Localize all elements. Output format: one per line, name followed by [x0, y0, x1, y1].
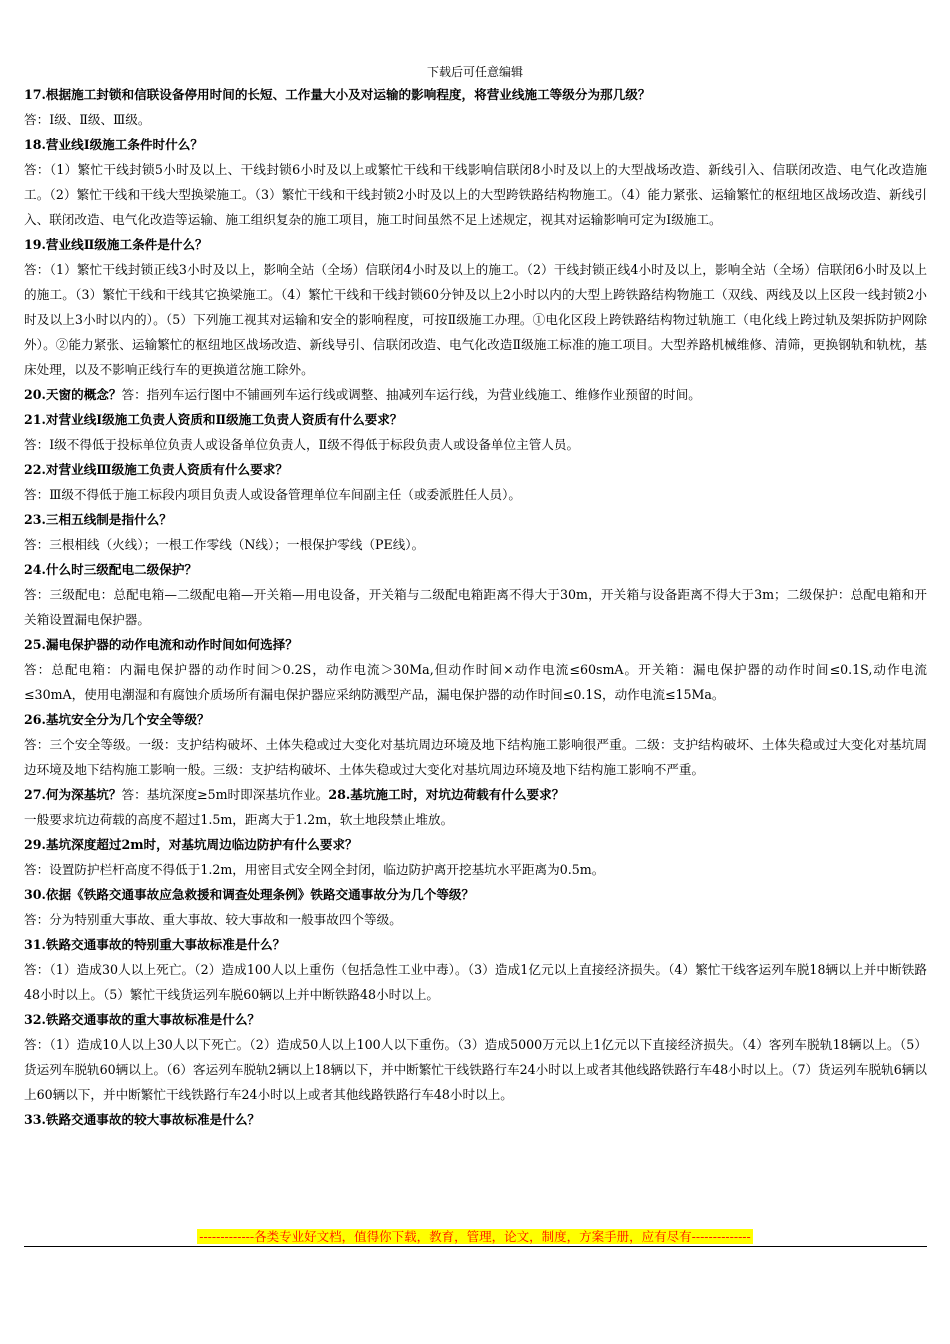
answer-27: 答：基坑深度≥5m时即深基坑作业。 — [121, 787, 329, 802]
answer-23: 答：三根相线（火线）；一根工作零线（N线）；一根保护零线（PE线）。 — [24, 537, 425, 552]
answer-24: 答：三级配电：总配电箱—二级配电箱—开关箱—用电设备，开关箱与二级配电箱距离不得大于30m，开关箱与设备距离不得大于3m；二级保护：总配电箱和开关箱设置漏电保护器。 — [24, 587, 927, 627]
question-20: 20.天窗的概念？ — [24, 387, 122, 402]
question-29: 29.基坑深度超过2m时，对基坑周边临边防护有什么要求？ — [24, 837, 358, 852]
answer-21: 答：Ⅰ级不得低于投标单位负责人或设备单位负责人，Ⅱ级不得低于标段负责人或设备单位主管人员。 — [24, 437, 580, 452]
question-19: 19.营业线Ⅱ级施工条件是什么？ — [24, 237, 208, 252]
answer-30: 答：分为特别重大事故、重大事故、较大事故和一般事故四个等级。 — [24, 912, 402, 927]
answer-31: 答：（1）造成30人以上死亡。（2）造成100人以上重伤（包括急性工业中毒）。（3）造成1亿元以上直接经济损失。（4）繁忙干线客运列车脱18辆以上并中断铁路48小时以上。（5）繁忙干线货运列车脱60辆以上并中断铁路48小时以上。 — [24, 962, 927, 1002]
document-body — [24, 82, 927, 1132]
question-25: 25.漏电保护器的动作电流和动作时间如何选择？ — [24, 637, 298, 652]
question-32: 32.铁路交通事故的重大事故标准是什么？ — [24, 1012, 261, 1027]
answer-20: 答：指列车运行图中不铺画列车运行线或调整、抽减列车运行线，为营业线施工、维修作业预留的时间。 — [121, 387, 701, 402]
question-30: 30.依据《铁路交通事故应急救援和调查处理条例》铁路交通事故分为几个等级？ — [24, 887, 475, 902]
answer-29: 答：设置防护栏杆高度不得低于1.2m，用密目式安全网全封闭，临边防护离开挖基坑水平距离为0.5m。 — [24, 862, 605, 877]
page-header: 下载后可任意编辑 — [426, 65, 523, 79]
question-31: 31.铁路交通事故的特别重大事故标准是什么？ — [24, 937, 286, 952]
qa-27-28 — [24, 782, 927, 807]
question-23: 23.三相五线制是指什么？ — [24, 512, 172, 527]
question-26: 26.基坑安全分为几个安全等级？ — [24, 712, 210, 727]
question-22: 22.对营业线Ⅲ级施工负责人资质有什么要求？ — [24, 462, 288, 477]
answer-25: 答：总配电箱：内漏电保护器的动作时间＞0.2S，动作电流＞30Ma,但动作时间×动作电流≤60smA。开关箱：漏电保护器的动作时间≤0.1S,动作电流≤30mA，使用电潮湿和有腐蚀介质场所有漏电保护器应采纳防溅型产品，漏电保护器的动作时间≤0.1S，动作电流≤15Ma。 — [24, 662, 927, 702]
answer-19: 答：（1）繁忙干线封锁正线3小时及以上，影响全站（全场）信联闭4小时及以上的施工。（2）干线封锁正线4小时及以上，影响全站（全场）信联闭6小时及以上的施工。（3）繁忙干线和干线其它换梁施工。（4）繁忙干线和干线封锁60分钟及以上2小时以内的大型上跨铁路结构物施工（双线、两线及以上区段一线封锁2小时及以上3小时以内的）。（5）下列施工视其对运输和安全的影响程度，可按Ⅱ级施工办理。①电化区段上跨铁路结构物过轨施工（电化线上跨过轨及架拆防护网除外）。②能力紧张、运输繁忙的枢纽地区战场改造、新线导引、信联闭改造、电气化改造Ⅱ级施工标准的施工项目。大型养路机械维修、清筛，更换钢轨和轨枕，基床处理，以及不影响正线行车的更换道岔施工除外。 — [24, 262, 927, 377]
answer-17: 答：Ⅰ级、Ⅱ级、Ⅲ级。 — [24, 112, 151, 127]
answer-22: 答：Ⅲ级不得低于施工标段内项目负责人或设备管理单位车间副主任（或委派胜任人员）。 — [24, 487, 522, 502]
question-27: 27.何为深基坑？ — [24, 787, 122, 802]
question-33: 33.铁路交通事故的较大事故标准是什么？ — [24, 1112, 261, 1127]
question-18: 18.营业线Ⅰ级施工条件时什么？ — [24, 137, 203, 152]
footer-divider — [24, 1246, 927, 1247]
footer-banner — [0, 1226, 950, 1246]
answer-32: 答：（1）造成10人以上30人以下死亡。（2）造成50人以上100人以下重伤。（3）造成5000万元以上1亿元以下直接经济损失。（4）客列车脱轨18辆以上。（5）货运列车脱轨60辆以上。（6）客运列车脱轨2辆以上18辆以下，并中断繁忙干线铁路行车24小时以上或者其他线路铁路行车48小时以上。（7）货运列车脱轨6辆以上60辆以下，并中断繁忙干线铁路行车24小时以上或者其他线路铁路行车48小时以上。 — [24, 1037, 927, 1102]
question-17: 17.根据施工封锁和信联设备停用时间的长短、工作量大小及对运输的影响程度，将营业线施工等级分为那几级？ — [24, 87, 651, 102]
question-28: 28.基坑施工时，对坑边荷载有什么要求？ — [328, 787, 565, 802]
question-24: 24.什么时三级配电二级保护？ — [24, 562, 198, 577]
qa-20 — [24, 382, 927, 407]
footer-banner-text: -------------各类专业好文档，值得你下载，教育，管理，论文，制度，方案手册，应有尽有-------------- — [199, 1229, 751, 1244]
answer-28: 一般要求坑边荷载的高度不超过1.5m，距离大于1.2m，软土地段禁止堆放。 — [24, 812, 454, 827]
answer-26: 答：三个安全等级。一级：支护结构破坏、土体失稳或过大变化对基坑周边环境及地下结构施工影响很严重。二级：支护结构破坏、土体失稳或过大变化对基坑周边环境及地下结构施工影响一般。三级：支护结构破坏、土体失稳或过大变化对基坑周边环境及地下结构施工影响不严重。 — [24, 737, 927, 777]
question-21: 21.对营业线Ⅰ级施工负责人资质和Ⅱ级施工负责人资质有什么要求？ — [24, 412, 403, 427]
answer-18: 答：（1）繁忙干线封锁5小时及以上、干线封锁6小时及以上或繁忙干线和干线影响信联闭8小时及以上的大型战场改造、新线引入、信联闭改造、电气化改造施工。（2）繁忙干线和干线大型换梁施工。（3）繁忙干线和干线封锁2小时及以上的大型跨铁路结构物施工。（4）能力紧张、运输繁忙的枢纽地区战场改造、新线引入、联闭改造、电气化改造等运输、施工组织复杂的施工项目，施工时间虽然不足上述规定，视其对运输影响可定为Ⅰ级施工。 — [24, 162, 927, 227]
